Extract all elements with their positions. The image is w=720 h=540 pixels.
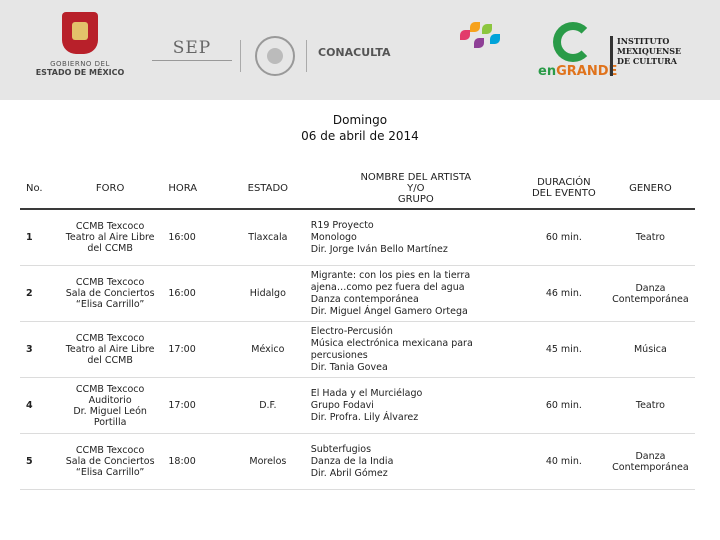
imc-logo <box>610 36 697 76</box>
cell-artista-line: Dir. Miguel Ángel Gamero Ortega <box>310 305 468 317</box>
cell-genero-line: Teatro <box>635 400 665 411</box>
cell-duracion: 45 min. <box>522 322 606 378</box>
cell-artista <box>305 378 522 434</box>
edomex-seal-icon <box>62 12 98 54</box>
title-date: 06 de abril de 2014 <box>301 129 419 143</box>
table-row <box>20 209 695 266</box>
sep-logo <box>148 38 236 78</box>
cell-artista-line: Migrante: con los pies en la tierra <box>310 269 471 281</box>
cell-foro-line: CCMB Texcoco <box>75 333 145 344</box>
cell-genero <box>606 209 695 266</box>
sep-wordmark: SEP <box>172 38 212 58</box>
engrande-g-icon <box>553 22 593 62</box>
header-artista <box>305 168 522 209</box>
header-duracion <box>522 168 606 209</box>
cell-duracion: 40 min. <box>522 434 606 490</box>
page-title <box>0 112 720 144</box>
imc-line3: DE CULTURA <box>617 56 677 66</box>
engrande-wordmark <box>538 64 618 79</box>
sep-rule <box>152 60 232 61</box>
bird-icon <box>458 20 502 54</box>
cell-artista <box>305 209 522 266</box>
cell-estado: Tlaxcala <box>231 209 305 266</box>
imc-line1: INSTITUTO <box>617 36 670 46</box>
header-estado: ESTADO <box>231 168 305 209</box>
cell-genero-line: Música <box>633 344 667 355</box>
header-genero: GENERO <box>606 168 695 209</box>
cell-foro <box>58 434 162 490</box>
table-row <box>20 434 695 490</box>
cell-artista-line: Música electrónica mexicana para <box>310 337 473 349</box>
cell-artista-line: percusiones <box>310 349 368 361</box>
logo-banner <box>0 0 720 100</box>
cell-genero <box>606 266 695 322</box>
cell-hora: 18:00 <box>162 434 231 490</box>
cell-genero <box>606 378 695 434</box>
cell-genero <box>606 322 695 378</box>
table-header-row <box>20 168 695 209</box>
cell-artista-line: Dir. Abril Gómez <box>310 467 388 479</box>
engrande-grande: GRANDE <box>556 64 618 79</box>
cell-genero <box>606 434 695 490</box>
cell-estado: D.F. <box>231 378 305 434</box>
cell-genero-line: Teatro <box>635 232 665 243</box>
cell-artista-line: Subterfugios <box>310 443 372 455</box>
header-foro: FORO <box>58 168 162 209</box>
cell-artista-line: Electro-Percusión <box>310 325 393 337</box>
cell-genero-line: Danza <box>635 450 666 462</box>
cell-artista-line: Danza de la India <box>310 455 394 467</box>
cell-foro-line: “Elisa Carrillo” <box>75 467 145 478</box>
table-row <box>20 378 695 434</box>
cell-foro-line: Dr. Miguel León <box>73 405 147 417</box>
cell-foro <box>58 322 162 378</box>
cell-genero-line: Contemporánea <box>612 461 689 473</box>
edomex-line1: GOBIERNO DEL <box>50 60 110 68</box>
cell-hora: 17:00 <box>162 322 231 378</box>
cell-artista-line: R19 Proyecto <box>310 219 374 231</box>
cell-genero-line: Danza <box>635 282 666 294</box>
engrande-logo <box>538 22 618 80</box>
imc-line2: MEXIQUENSE <box>617 46 682 56</box>
cell-no: 5 <box>20 434 58 490</box>
conaculta-logo <box>318 46 391 59</box>
edomex-logo <box>30 12 130 87</box>
cell-foro <box>58 266 162 322</box>
cell-hora: 16:00 <box>162 266 231 322</box>
header-artista-line: NOMBRE DEL ARTISTA <box>360 171 472 183</box>
logo-divider <box>240 40 241 72</box>
cell-genero-line: Contemporánea <box>612 293 689 305</box>
cell-estado: Hidalgo <box>231 266 305 322</box>
table-body <box>20 209 695 490</box>
engrande-en: en <box>538 64 557 79</box>
cell-foro-line: Teatro al Aire Libre <box>65 232 155 243</box>
cell-foro-line: Auditorio <box>88 394 132 406</box>
cell-hora: 17:00 <box>162 378 231 434</box>
cell-foro-line: CCMB Texcoco <box>75 383 145 395</box>
cell-estado: Morelos <box>231 434 305 490</box>
cell-foro-line: CCMB Texcoco <box>75 277 145 288</box>
cell-duracion: 46 min. <box>522 266 606 322</box>
header-duracion-line: DURACIÓN <box>537 177 591 188</box>
header-artista-line: Y/O <box>407 182 425 194</box>
cell-foro-line: Teatro al Aire Libre <box>65 344 155 355</box>
cell-foro <box>58 209 162 266</box>
cell-hora: 16:00 <box>162 209 231 266</box>
schedule-table <box>20 168 695 490</box>
cell-artista-line: Danza contemporánea <box>310 293 419 305</box>
cell-no: 4 <box>20 378 58 434</box>
logo-divider <box>306 40 307 72</box>
cell-foro-line: CCMB Texcoco <box>75 221 145 232</box>
cell-artista <box>305 322 522 378</box>
cell-artista <box>305 266 522 322</box>
cell-no: 2 <box>20 266 58 322</box>
cell-artista <box>305 434 522 490</box>
cell-foro-line: del CCMB <box>87 355 133 366</box>
cell-artista-line: El Hada y el Murciélago <box>310 387 423 399</box>
cell-foro-line: Portilla <box>93 416 127 428</box>
cell-artista-line: Dir. Jorge Iván Bello Martínez <box>310 243 448 255</box>
title-day: Domingo <box>332 113 388 127</box>
cell-duracion: 60 min. <box>522 378 606 434</box>
cell-foro-line: Sala de Conciertos <box>65 288 155 299</box>
conaculta-wordmark: CONACULTA <box>318 46 391 59</box>
cell-foro-line: del CCMB <box>87 243 133 254</box>
header-no: No. <box>20 168 58 209</box>
edomex-line2: ESTADO DE MÉXICO <box>35 68 125 77</box>
cell-no: 1 <box>20 209 58 266</box>
mexico-seal-icon <box>255 36 295 76</box>
cell-artista-line: Dir. Tania Govea <box>310 361 388 373</box>
bird-logo <box>450 20 510 78</box>
cell-no: 3 <box>20 322 58 378</box>
table-row <box>20 266 695 322</box>
cell-foro-line: CCMB Texcoco <box>75 445 145 456</box>
cell-foro-line: “Elisa Carrillo” <box>75 299 145 310</box>
cell-artista-line: Dir. Profra. Lily Álvarez <box>310 411 419 423</box>
cell-artista-line: Grupo Fodavi <box>310 399 374 411</box>
cell-artista-line: ajena…como pez fuera del agua <box>310 281 465 293</box>
cell-foro <box>58 378 162 434</box>
header-hora: HORA <box>162 168 231 209</box>
cell-duracion: 60 min. <box>522 209 606 266</box>
cell-estado: México <box>231 322 305 378</box>
cell-artista-line: Monologo <box>310 231 357 243</box>
header-artista-line: GRUPO <box>397 193 434 205</box>
table-row <box>20 322 695 378</box>
header-duracion-line: DEL EVENTO <box>531 188 596 199</box>
cell-foro-line: Sala de Conciertos <box>65 456 155 467</box>
